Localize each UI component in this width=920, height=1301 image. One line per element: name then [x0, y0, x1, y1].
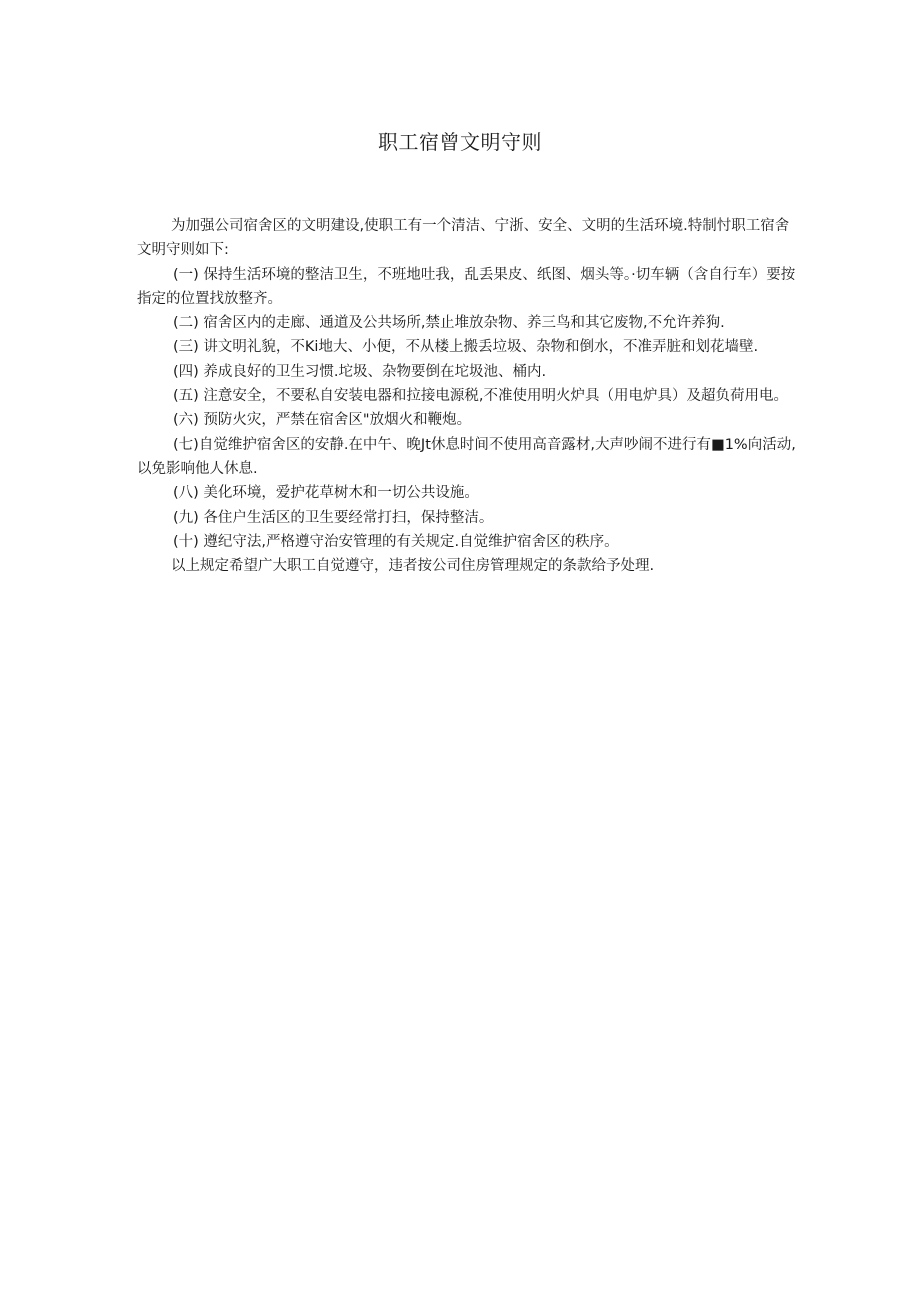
rule-1: (一) 保持生活环境的整洁卫生，不班地吐我，乱丢果皮、纸图、烟头等。·切车辆（含自行车）要按指定的位置找放整齐。 [137, 266, 796, 307]
rule-10: (十) 遵纪守法,严格遵守治安管理的有关规定.自觉维护宿舍区的秩序。 [173, 533, 619, 550]
rule-7: (七)自觉维护宿舍区的安静.在中午、晚Jt休息时间不使用高音露材,大声吵闹不进行有■1%向活动,以免影响他人休息. [137, 436, 796, 477]
rule-3: (三) 讲文明礼貌，不Ki地大、小便，不从楼上搬丢垃圾、杂物和倒水，不准弄脏和划花墙壁. [173, 339, 759, 356]
rule-5: (五) 注意安全，不要私自安装电器和拉接电源税,不准使用明火炉具（用电炉具）及超负荷用电。 [173, 388, 789, 405]
rule-8: (八) 美化环境，爱护花草树木和一切公共设施。 [173, 485, 479, 502]
rule-6: (六) 预防火灾，严禁在宿舍区"放烟火和鞭炮。 [173, 412, 472, 429]
rule-2: (二) 宿舍区内的走廊、通道及公共场所,禁止堆放杂物、养三鸟和其它废物,不允许养狗. [173, 315, 725, 332]
rule-4: (四) 养成良好的卫生习惯.坨圾、杂物要倒在坨圾池、桶内. [173, 363, 547, 380]
rule-9: (九) 各住户生活区的卫生要经常打扫，保持整洁。 [173, 509, 494, 526]
document-body [137, 214, 797, 578]
closing-paragraph: 以上规定希望广大职工自觉遵守，违者按公司住房管理规定的条款给予处理. [171, 558, 655, 575]
intro-paragraph: 为加强公司宿舍区的文明建设,使职工有一个清洁、宁浙、安全、文明的生活环境.特制忖职工宿舍文明守则如下: [137, 218, 790, 259]
document-title: 职工宿曾文明守则 [378, 130, 542, 154]
